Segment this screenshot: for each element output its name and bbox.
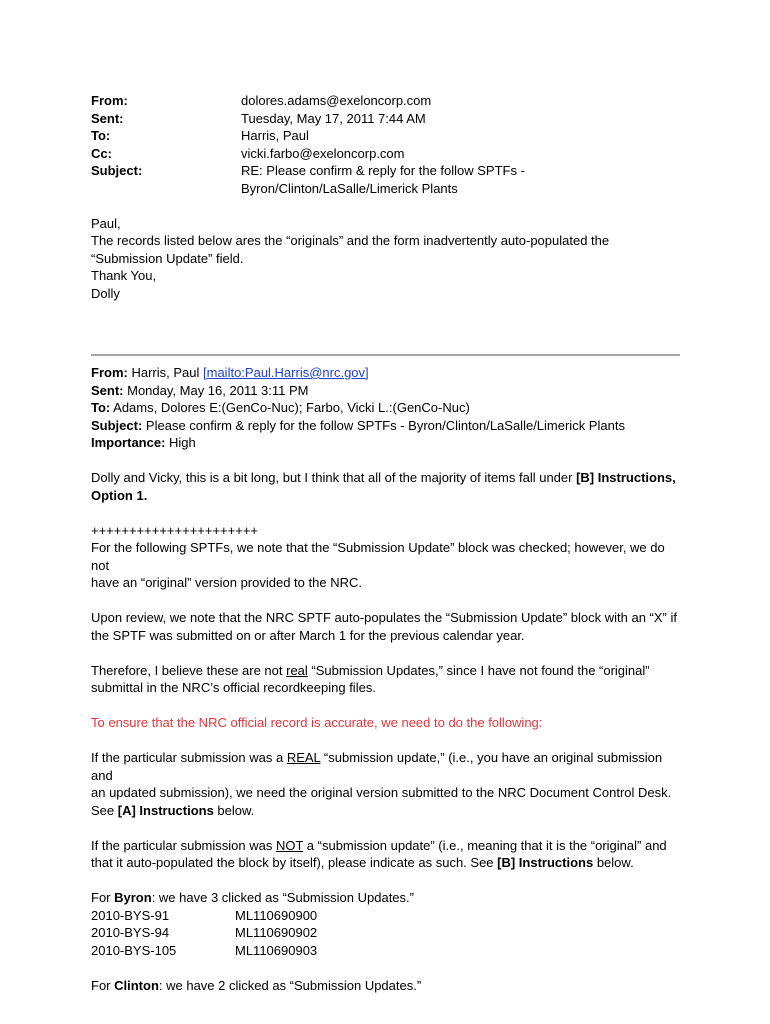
to-label: To: (91, 400, 111, 415)
para4-underlined: REAL (286, 750, 321, 765)
record-row (91, 907, 686, 925)
intro-text: Dolly and Vicky, this is a bit long, but I think that all of the majority of items fall under (91, 470, 577, 485)
para4-end: below. (213, 802, 255, 818)
reply-to-row (91, 127, 686, 145)
to-label: To: (91, 128, 111, 143)
from-label: From: (91, 93, 128, 108)
byron-pre: For (91, 890, 115, 905)
sent-label: Sent: (91, 382, 124, 398)
para5-underlined: NOT (275, 837, 304, 853)
email-document (91, 92, 686, 994)
from-value: Harris, Paul (131, 365, 200, 380)
record-ml: ML110690900 (235, 907, 318, 923)
reply-body-line: The records listed below ares the “originals” and the form inadvertently auto-populated the (91, 233, 610, 248)
para5-post: a “submission update” (i.e., meaning that it is the “original” and (303, 837, 667, 853)
subject-value-line1: RE: Please confirm & reply for the follow SPTFs - (241, 163, 525, 178)
para2-line1: Upon review, we note that the NRC SPTF auto-populates the “Submission Update” block with an “X” if (91, 610, 678, 625)
para5-line1 (91, 837, 686, 855)
byron-line (91, 889, 686, 907)
reply-body-line: Dolly (91, 285, 120, 301)
para1-line2: have an “original” version provided to the NRC. (91, 575, 362, 590)
reply-sent-row (91, 110, 686, 128)
para3-post: “Submission Updates,” since I have not found the “original” (307, 662, 650, 678)
record-ml: ML110690902 (235, 925, 318, 940)
sent-value: Monday, May 16, 2011 3:11 PM (127, 382, 309, 398)
reply-cc-row (91, 145, 686, 163)
plus-separator: ++++++++++++++++++++++ (91, 522, 259, 538)
reply-subject-row (91, 162, 686, 180)
original-to-row (91, 399, 686, 417)
subject-label: Subject: (91, 163, 143, 178)
byron-bold: Byron (114, 890, 152, 905)
para3-line1 (91, 662, 686, 680)
mailto-link[interactable]: [mailto:Paul.Harris@nrc.gov] (203, 365, 369, 380)
from-value: dolores.adams@exeloncorp.com (241, 93, 432, 108)
para4-line2: an updated submission), we need the original version submitted to the NRC Document Control Desk. (91, 785, 672, 800)
para4-see: See (91, 802, 118, 818)
to-value: Adams, Dolores E:(GenCo-Nuc); Farbo, Vicki L.:(GenCo-Nuc) (113, 400, 470, 415)
intro-bold-2: Option 1. (91, 487, 148, 503)
byron-post: : we have 3 clicked as “Submission Updates.” (151, 890, 414, 905)
record-ml: ML110690903 (235, 942, 318, 958)
para4-line1 (91, 749, 686, 784)
para4-pre: If the particular submission was a (91, 750, 287, 765)
record-row (91, 924, 686, 942)
para4-post: “submission update,” (i.e., you have an original submission and (91, 750, 663, 783)
reply-from-row (91, 92, 686, 110)
from-label: From: (91, 365, 128, 380)
para3-underlined: real (286, 662, 308, 678)
para5-end: below. (593, 855, 634, 870)
message-divider (91, 354, 680, 356)
record-id: 2010-BYS-91 (91, 907, 170, 923)
original-importance-row (91, 434, 686, 452)
original-sent-row (91, 382, 686, 400)
clinton-post: : we have 2 clicked as “Submission Updates.” (158, 977, 422, 993)
record-id: 2010-BYS-94 (91, 925, 170, 940)
sent-value: Tuesday, May 17, 2011 7:44 AM (241, 110, 426, 126)
original-subject-row (91, 417, 686, 435)
reply-body-line: Thank You, (91, 268, 157, 283)
clinton-pre: For (91, 977, 115, 993)
para5-line2 (91, 854, 686, 872)
subject-value: Please confirm & reply for the follow SPTFs - Byron/Clinton/LaSalle/Limerick Plants (145, 417, 625, 433)
clinton-line (91, 977, 686, 995)
importance-value: High (169, 435, 196, 450)
cc-value: vicki.farbo@exeloncorp.com (241, 145, 405, 161)
para5-bold: [B] Instructions (497, 855, 594, 870)
intro-bold-1: [B] Instructions, (576, 470, 676, 485)
sent-label: Sent: (91, 110, 124, 126)
reply-body-line: “Submission Update” field. (91, 250, 244, 266)
red-instruction: To ensure that the NRC official record is accurate, we need to do the following: (91, 715, 543, 730)
para4-line3 (91, 802, 686, 820)
reply-body-line: Paul, (91, 215, 121, 231)
para3-pre: Therefore, I believe these are not (91, 662, 287, 678)
cc-label: Cc: (91, 145, 112, 161)
para5-pre: If the particular submission was (91, 837, 276, 853)
subject-value-line2: Byron/Clinton/LaSalle/Limerick Plants (241, 180, 458, 196)
para3-line2: submittal in the NRC’s official recordkeeping files. (91, 680, 376, 695)
intro-paragraph (91, 469, 686, 504)
importance-label: Importance: (91, 435, 166, 450)
para2-line2: the SPTF was submitted on or after March 1 for the previous calendar year. (91, 627, 525, 643)
para4-bold: [A] Instructions (117, 802, 214, 818)
para1-line1: For the following SPTFs, we note that the “Submission Update” block was checked; however, we do not (91, 540, 665, 573)
clinton-bold: Clinton (114, 977, 159, 993)
record-row (91, 942, 686, 960)
reply-subject-row-2 (91, 180, 686, 198)
to-value: Harris, Paul (241, 128, 309, 143)
record-id: 2010-BYS-105 (91, 942, 177, 958)
para5-line2-pre: that it auto-populated the block by itself), please indicate as such. See (91, 855, 498, 870)
original-from-row (91, 364, 686, 382)
subject-label: Subject: (91, 417, 143, 433)
